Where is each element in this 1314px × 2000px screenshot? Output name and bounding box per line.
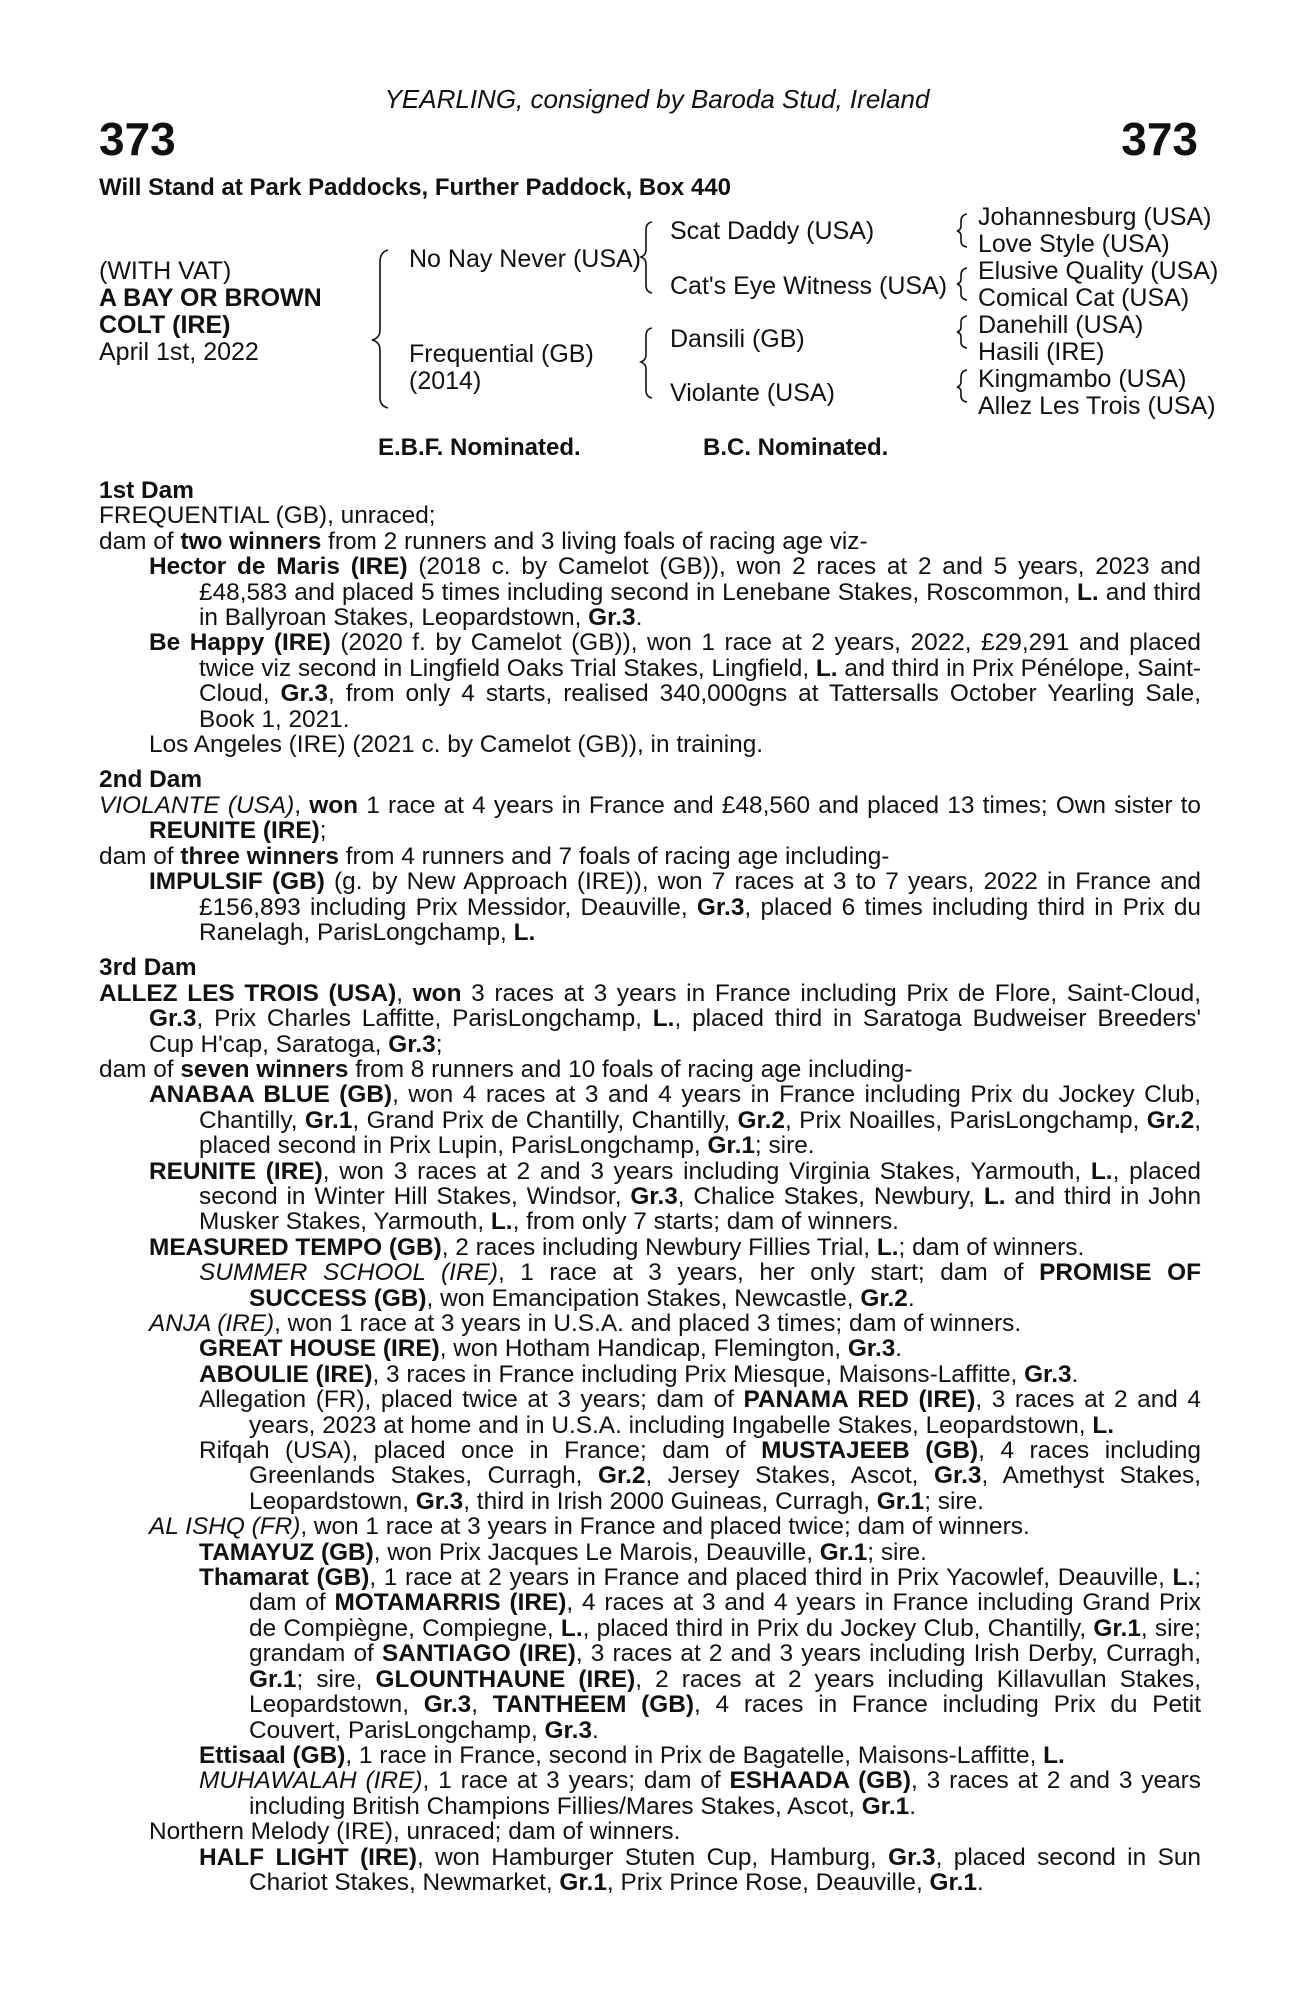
produce-entry: MEASURED TEMPO (GB), 2 races including Newbury Fillies Trial, L.; dam of winners. [149, 1233, 1085, 1261]
pedigree-dam-sire: Dansili (GB) [670, 325, 805, 353]
produce-entry: HALF LIGHT (IRE), won Hamburger Stuten Cup, Hamburg, Gr.3, placed second in Sun Chariot Stakes, Newmarket, Gr.1, Prix Prince Rose, Deauville, Gr.1. [199, 1843, 1201, 1896]
produce-entry: MUHAWALAH (IRE), 1 race at 3 years; dam of ESHAADA (GB), 3 races at 2 and 3 years including British Champions Fillies/Mares Stakes, Ascot, Gr.1. [199, 1767, 1201, 1820]
main-brace [372, 250, 388, 408]
pedigree-dam-dam: Violante (USA) [670, 379, 835, 407]
third-dam-produce-summary: dam of seven winners from 8 runners and 10 foals of racing age including- [99, 1055, 913, 1083]
dam-brace [641, 328, 652, 398]
produce-entry: Northern Melody (IRE), unraced; dam of winners. [149, 1818, 681, 1846]
sire-brace [641, 222, 652, 293]
produce-entry: GREAT HOUSE (IRE), won Hotham Handicap, Flemington, Gr.3. [199, 1335, 903, 1363]
horse-description-line2: COLT (IRE) [99, 311, 231, 339]
consignment-line: YEARLING, consigned by Baroda Stud, Ireland [384, 84, 930, 114]
pedigree-ssd: Love Style (USA) [978, 230, 1170, 258]
second-dam-line: VIOLANTE (USA), won 1 race at 4 years in France and £48,560 and placed 13 times; Own sister to REUNITE (IRE); [99, 791, 1201, 845]
pedigree-sss: Johannesburg (USA) [978, 203, 1212, 231]
dd-brace [957, 370, 967, 402]
produce-entry: SUMMER SCHOOL (IRE), 1 race at 3 years, her only start; dam of PROMISE OF SUCCESS (GB), won Emancipation Stakes, Newcastle, Gr.2. [199, 1259, 1201, 1312]
second-dam-heading: 2nd Dam [99, 766, 203, 794]
pedigree-sire: No Nay Never (USA) [409, 245, 641, 273]
pedigree-sdd: Comical Cat (USA) [978, 284, 1190, 312]
catalogue-body [99, 478, 1201, 1895]
horse-description-line1: A BAY OR BROWN [99, 284, 322, 312]
pedigree-dam: Frequential (GB) [409, 340, 594, 368]
bc-nomination: B.C. Nominated. [703, 434, 889, 461]
produce-entry: IMPULSIF (GB) (g. by New Approach (IRE)), won 7 races at 3 to 7 years, 2022 in France and £156,893 including Prix Messidor, Deauville, Gr.3, placed 6 times including third in Prix du Ranelagh, ParisLongchamp, L. [149, 868, 1202, 946]
produce-entry: Thamarat (GB), 1 race at 2 years in France and placed third in Prix Yacowlef, Deauville, L.; dam of MOTAMARRIS (IRE), 4 races at 3 and 4 years in France including Grand Prix de Compiègne, Compiegne, L., placed third in Prix du Jockey Club, Chantilly, Gr.1, sire; grandam of SANTIAGO (IRE), 3 races at 2 and 3 years including Irish Derby, Curragh, Gr.1; sire, GLOUNTHAUNE (IRE), 2 races at 2 years including Killavullan Stakes, Leopardstown, Gr.3, TANTHEEM (GB), 4 races in France including Prix du Petit Couvert, ParisLongchamp, Gr.3. [199, 1564, 1202, 1744]
ds-brace [957, 316, 967, 348]
produce-entry: Be Happy (IRE) (2020 f. by Camelot (GB)), won 1 race at 2 years, 2022, £29,291 and placed twice viz second in Lingfield Oaks Trial Stakes, Lingfield, L. and third in Prix Pénélope, Saint-Cloud, Gr.3, from only 4 starts, realised 340,000gns at Tattersalls October Yearling Sale, Book 1, 2021. [149, 629, 1202, 733]
third-dam-line: ALLEZ LES TROIS (USA), won 3 races at 3 years in France including Prix de Flore, Saint-Cloud, Gr.3, Prix Charles Laffitte, ParisLongchamp, L., placed third in Saratoga Budweiser Breeders' Cup H'cap, Saratoga, Gr.3; [99, 979, 1201, 1058]
vat-note: (WITH VAT) [99, 257, 232, 285]
produce-entry: Los Angeles (IRE) (2021 c. by Camelot (GB)), in training. [149, 731, 764, 759]
first-dam-line: FREQUENTIAL (GB), unraced; [99, 502, 436, 530]
pedigree-sds: Elusive Quality (USA) [978, 257, 1219, 285]
pedigree-dsd: Hasili (IRE) [978, 338, 1105, 366]
lot-number-right: 373 [1121, 113, 1198, 165]
produce-entry: Allegation (FR), placed twice at 3 years; dam of PANAMA RED (IRE), 3 races at 2 and 4 years, 2023 at home and in U.S.A. including Ingabelle Stakes, Leopardstown, L. [199, 1386, 1201, 1439]
sd-brace [957, 268, 967, 300]
produce-entry: Ettisaal (GB), 1 race in France, second in Prix de Bagatelle, Maisons-Laffitte, L. [199, 1741, 1065, 1769]
pedigree-dam-year: (2014) [409, 367, 482, 395]
ss-brace [957, 214, 967, 247]
produce-entry: ANABAA BLUE (GB), won 4 races at 3 and 4 years in France including Prix du Jockey Club, Chantilly, Gr.1, Grand Prix de Chantilly, Chantilly, Gr.2, Prix Noailles, ParisLongchamp, Gr.2, placed second in Prix Lupin, ParisLongchamp, Gr.1; sire. [149, 1081, 1202, 1160]
ebf-nomination: E.B.F. Nominated. [378, 434, 581, 461]
produce-entry: TAMAYUZ (GB), won Prix Jacques Le Marois, Deauville, Gr.1; sire. [199, 1538, 927, 1566]
produce-entry: Hector de Maris (IRE) (2018 c. by Camelot (GB)), won 2 races at 2 and 5 years, 2023 and £48,583 and placed 5 times including second in Lenebane Stakes, Roscommon, L. and third in Ballyroan Stakes, Leopardstown, Gr.3. [149, 553, 1202, 632]
first-dam-produce-summary: dam of two winners from 2 runners and 3 living foals of racing age viz- [99, 527, 868, 555]
produce-entry: Rifqah (USA), placed once in France; dam of MUSTAJEEB (GB), 4 races including Greenlands Stakes, Curragh, Gr.2, Jersey Stakes, Ascot, Gr.3, Amethyst Stakes, Leopardstown, Gr.3, third in Irish 2000 Guineas, Curragh, Gr.1; sire. [199, 1437, 1201, 1515]
stand-location: Will Stand at Park Paddocks, Further Paddock, Box 440 [99, 174, 731, 201]
third-dam-heading: 3rd Dam [99, 954, 197, 982]
produce-entry: ANJA (IRE), won 1 race at 3 years in U.S.A. and placed 3 times; dam of winners. [149, 1310, 1022, 1337]
pedigree-ddd: Allez Les Trois (USA) [978, 392, 1216, 420]
foaling-date: April 1st, 2022 [99, 338, 259, 366]
pedigree-dss: Danehill (USA) [978, 311, 1144, 339]
produce-entry: REUNITE (IRE), won 3 races at 2 and 3 years including Virginia Stakes, Yarmouth, L., placed second in Winter Hill Stakes, Windsor, Gr.3, Chalice Stakes, Newbury, L. and third in John Musker Stakes, Yarmouth, L., from only 7 starts; dam of winners. [149, 1157, 1202, 1236]
first-dam-heading: 1st Dam [99, 477, 194, 504]
pedigree-sire-sire: Scat Daddy (USA) [670, 217, 875, 245]
pedigree-dds: Kingmambo (USA) [978, 365, 1187, 393]
produce-entry: ABOULIE (IRE), 3 races in France including Prix Miesque, Maisons-Laffitte, Gr.3. [199, 1360, 1079, 1388]
produce-entry: AL ISHQ (FR), won 1 race at 3 years in France and placed twice; dam of winners. [149, 1513, 1030, 1541]
lot-number-left: 373 [99, 113, 176, 165]
pedigree-sire-dam: Cat's Eye Witness (USA) [670, 272, 948, 300]
second-dam-produce-summary: dam of three winners from 4 runners and 7 foals of racing age including- [99, 842, 890, 870]
